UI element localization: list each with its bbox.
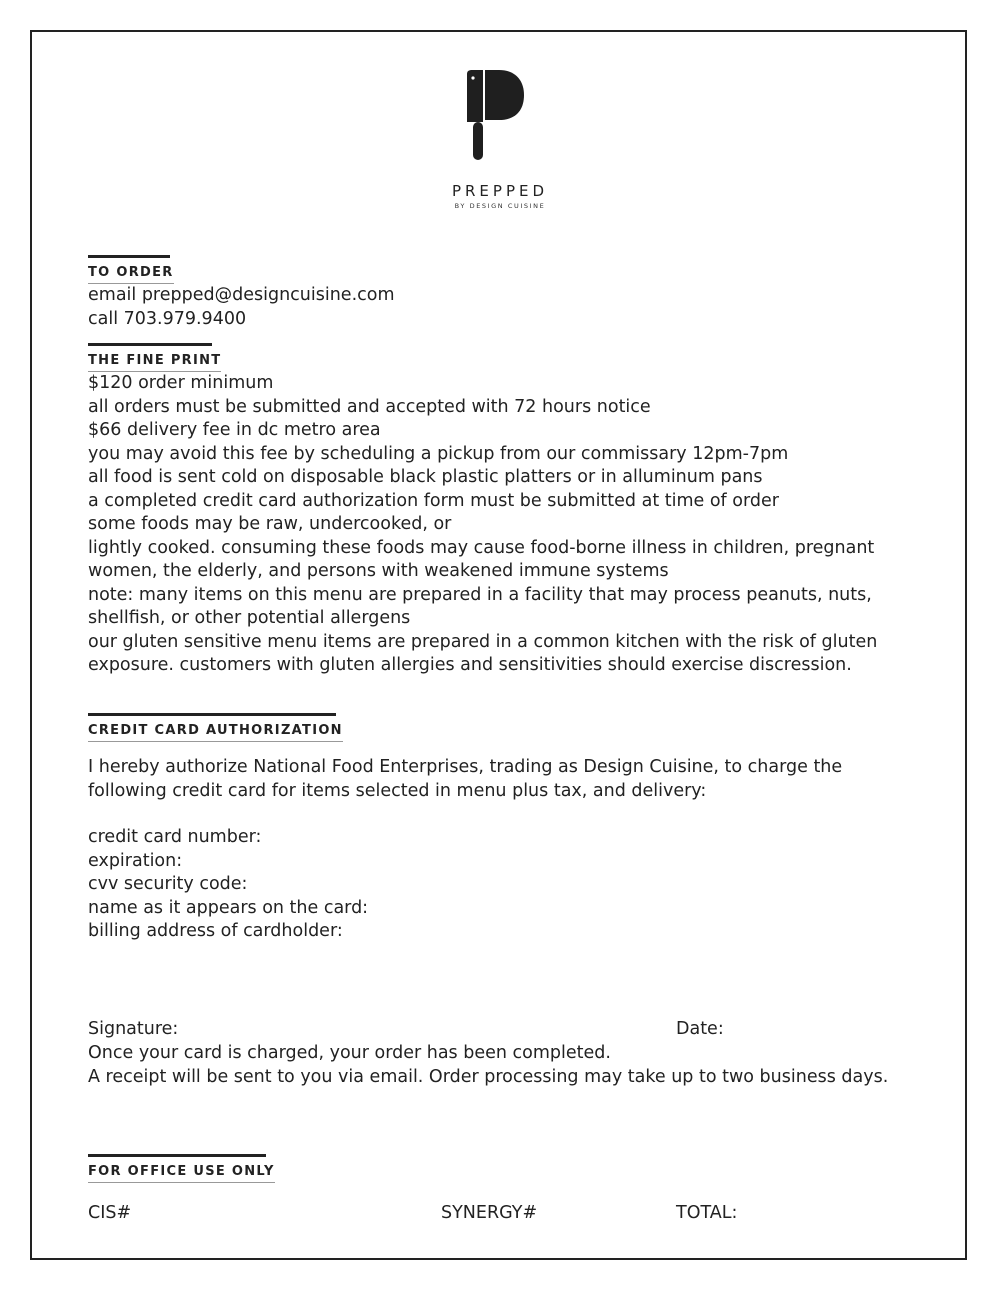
charge-note: Once your card is charged, your order has been completed. — [88, 1043, 611, 1063]
office-heading: FOR OFFICE USE ONLY — [88, 1157, 275, 1183]
order-email: email prepped@designcuisine.com — [88, 285, 395, 305]
field-cvv: cvv security code: — [88, 874, 248, 894]
field-card-number: credit card number: — [88, 827, 262, 847]
field-cardholder-name: name as it appears on the card: — [88, 897, 369, 918]
fine-print-line: a completed credit card authorization form must be submitted at time of order — [88, 490, 779, 511]
fine-print-line: all orders must be submitted and accepted with 72 hours notice — [88, 396, 651, 417]
order-phone: call 703.979.9400 — [88, 308, 247, 329]
field-expiration: expiration: — [88, 850, 183, 871]
synergy-label: SYNERGY# — [441, 1203, 538, 1223]
fine-print-heading: THE FINE PRINT — [88, 346, 221, 372]
fine-print-line: our gluten sensitive menu items are prepared in a common kitchen with the risk of gluten exposure. customers with gluten allergies and sensitivities should exercise discression. — [88, 631, 878, 675]
cis-label: CIS# — [88, 1203, 132, 1223]
to-order-section — [88, 255, 395, 331]
fine-print-line: $66 delivery fee in dc metro area — [88, 420, 381, 440]
brand-logo — [0, 70, 1000, 210]
authorization-statement: I hereby authorize National Food Enterprises, trading as Design Cuisine, to charge the following credit card for items selected in menu plus tax, and delivery: — [88, 757, 843, 801]
fine-print-line: you may avoid this fee by scheduling a pickup from our commissary 12pm-7pm — [88, 443, 789, 464]
knife-p-logo-icon — [465, 70, 535, 162]
credit-card-heading: CREDIT CARD AUTHORIZATION — [88, 716, 343, 742]
fine-print-section — [88, 343, 888, 678]
brand-tagline: BY DESIGN CUISINE — [454, 202, 546, 210]
credit-card-section — [88, 713, 888, 944]
brand-name: PREPPED — [451, 182, 549, 200]
to-order-heading: TO ORDER — [88, 258, 174, 284]
fine-print-line: all food is sent cold on disposable black plastic platters or in alluminum pans — [88, 467, 763, 487]
fine-print-line: note: many items on this menu are prepared in a facility that may process peanuts, nuts, shellfish, or other potential allergens — [88, 584, 872, 628]
fine-print-line: some foods may be raw, undercooked, or — [88, 514, 452, 534]
total-label: TOTAL: — [676, 1203, 738, 1223]
receipt-note: A receipt will be sent to you via email. Order processing may take up to two business days. — [88, 1067, 889, 1087]
fine-print-line: $120 order minimum — [88, 373, 274, 393]
signature-label: Signature: — [88, 1019, 179, 1039]
field-billing-address: billing address of cardholder: — [88, 921, 343, 941]
date-label: Date: — [676, 1019, 724, 1039]
fine-print-line: lightly cooked. consuming these foods may cause food-borne illness in children, pregnant women, the elderly, and persons with weakened immune systems — [88, 537, 875, 581]
office-section — [88, 1154, 275, 1183]
